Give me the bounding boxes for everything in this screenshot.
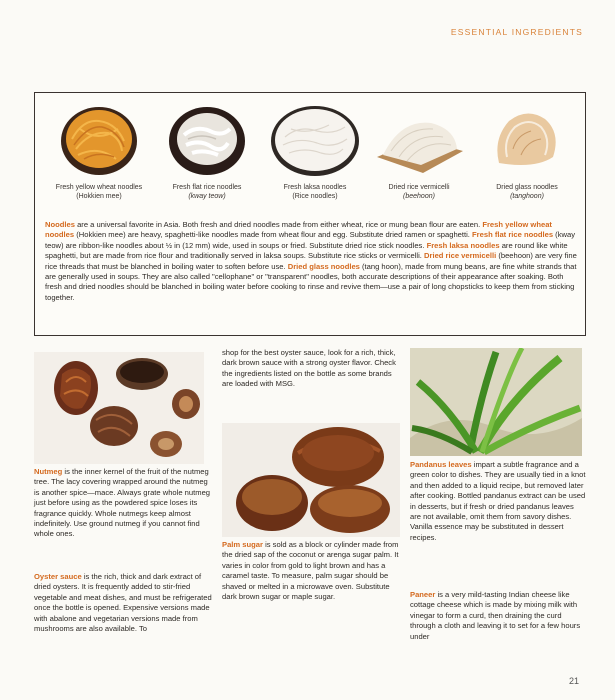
yellow-wheat-term: Fresh yellow wheat noodles [45,220,552,240]
yellow-wheat-noodles-photo [58,99,140,179]
text-run: (tang hoon), made from mung beans, are fine white strands that are generally used in soups. They are also called "cellophane" or "transparent" noodles, both accurate descriptions of their appearance after soaking. Both fresh and dried noodles should be blanched in boiling water before cooking to rinse and revive them—use a pair of long chopsticks to keep them from sticking together. [45,261,577,302]
noodle-flat-rice [155,99,259,201]
palm-sugar-photo [222,423,400,537]
noodle-name: Fresh laksa noodles [283,184,347,191]
vermicelli-term: Dried rice vermicelli [424,251,497,261]
noodle-local-name: (beehoon) [403,193,435,200]
noodle-local-name: (Hokkien mee) [76,193,122,200]
text-run: (kway teow) are ribbon-like noodles about ½ in (12 mm) wide, used in soups or fried. Substitute dried rice stick noodles. [45,230,576,250]
flat-rice-term: Fresh flat rice noodles [472,230,554,240]
pandanus-text: impart a subtle fragrance and a green color to dishes. They are usually tied in a knot and then added to a liquid recipe, but removed later after cooking. Bottled pandanus extract can be used in desserts, but if fresh or dried pandanus leaves are not available, omit them from savory dishes. Vanilla essence may be substituted in dessert recipes. [410,460,586,542]
text-run: (beehoon) are very fine rice threads that must be blanched in boiling water to soften before use. [45,251,577,271]
paneer-term: Paneer [410,590,436,599]
pandanus-photo [410,348,582,456]
glass-noodles-term: Dried glass noodles [287,261,360,271]
text-run: are a universal favorite in Asia. Both fresh and dried noodles made from either wheat, rice or mung bean flour are eaten. [74,220,483,229]
nutmeg-photo [34,352,204,464]
noodles-description [45,220,577,303]
noodle-name: Dried glass noodles [496,184,558,191]
noodles-term: Noodles [45,220,75,229]
palm-sugar-entry [222,540,400,608]
noodle-name: Dried rice vermicelli [388,184,450,191]
text-run: (Hokkien mee) are heavy, spaghetti-like noodles made from wheat flour and egg. Substitute dried ramen or spaghetti. [74,230,473,240]
nutmeg-entry [34,467,212,546]
noodle-yellow-wheat [47,99,151,201]
laksa-noodles-photo [269,99,361,179]
palm-sugar-text: is sold as a block or cylinder made from the dried sap of the coconut or arenga sugar palm. It varies in color from gold to light brown and has a caramel taste. To measure, palm sugar should be shaved or melted in a microwave oven. Substitute dark brown sugar or maple sugar. [222,540,399,602]
oyster-entry [34,572,212,640]
noodle-name: Fresh flat rice noodles [172,184,242,191]
flat-rice-noodles-photo [166,99,248,179]
rice-vermicelli-photo [371,99,467,179]
glass-noodles-photo [487,99,567,179]
section-header: ESSENTIAL INGREDIENTS [450,27,583,37]
text-run: are round like white spaghetti, but are made from rice flour and traditionally served in laksa soups. Substitute rice sticks or vermicelli. [45,240,568,261]
paneer-entry [410,590,586,648]
noodle-name: Fresh yellow wheat noodles [55,184,143,191]
nutmeg-text: is the inner kernel of the fruit of the nutmeg tree. The lacy covering wrapped around the nutmeg is another spice—mace. Always grate whole nutmeg just before using as the powdered spice loses its fragrance quickly. Whole nutmegs keep almost indefinitely. Use ground nutmeg if you cannot find whole ones. [34,467,211,539]
paneer-text: is a very mild-tasting Indian cheese like cottage cheese which is made by mixing milk with vinegar to form a curd, then draining the curd through a cloth and leaving it to set for a few hours under [410,590,581,641]
pandanus-entry [410,460,586,549]
oyster-term: Oyster sauce [34,572,82,581]
oyster-continued-text: shop for the best oyster sauce, look for a rich, thick, dark brown sauce with a strong oyster flavor. Check the ingredients listed on the bottle as some brands are loaded with MSG. [222,348,396,389]
palm-sugar-term: Palm sugar [222,540,263,549]
noodle-local-name: (Rice noodles) [292,193,338,200]
pandanus-term: Pandanus leaves [410,460,472,469]
oyster-text: is the rich, thick and dark extract of dried oysters. It is frequently added to stir-fried vegetable and meat dishes, and must be refrigerated once the bottle is opened. Expensive versions made with abalone and vegetarian versions made from mushrooms are also available. To [34,572,212,634]
laksa-term: Fresh laksa noodles [426,240,500,250]
noodle-local-name: (tanghoon) [510,193,544,200]
noodle-local-name: (kway teow) [188,193,226,200]
noodle-laksa [263,99,367,201]
noodles-panel [34,92,586,336]
noodle-vermicelli [367,99,471,201]
noodle-glass [475,99,579,201]
oyster-continued [222,348,398,396]
nutmeg-term: Nutmeg [34,467,63,476]
noodle-photo-row [43,99,579,214]
page-number: 21 [568,676,579,686]
